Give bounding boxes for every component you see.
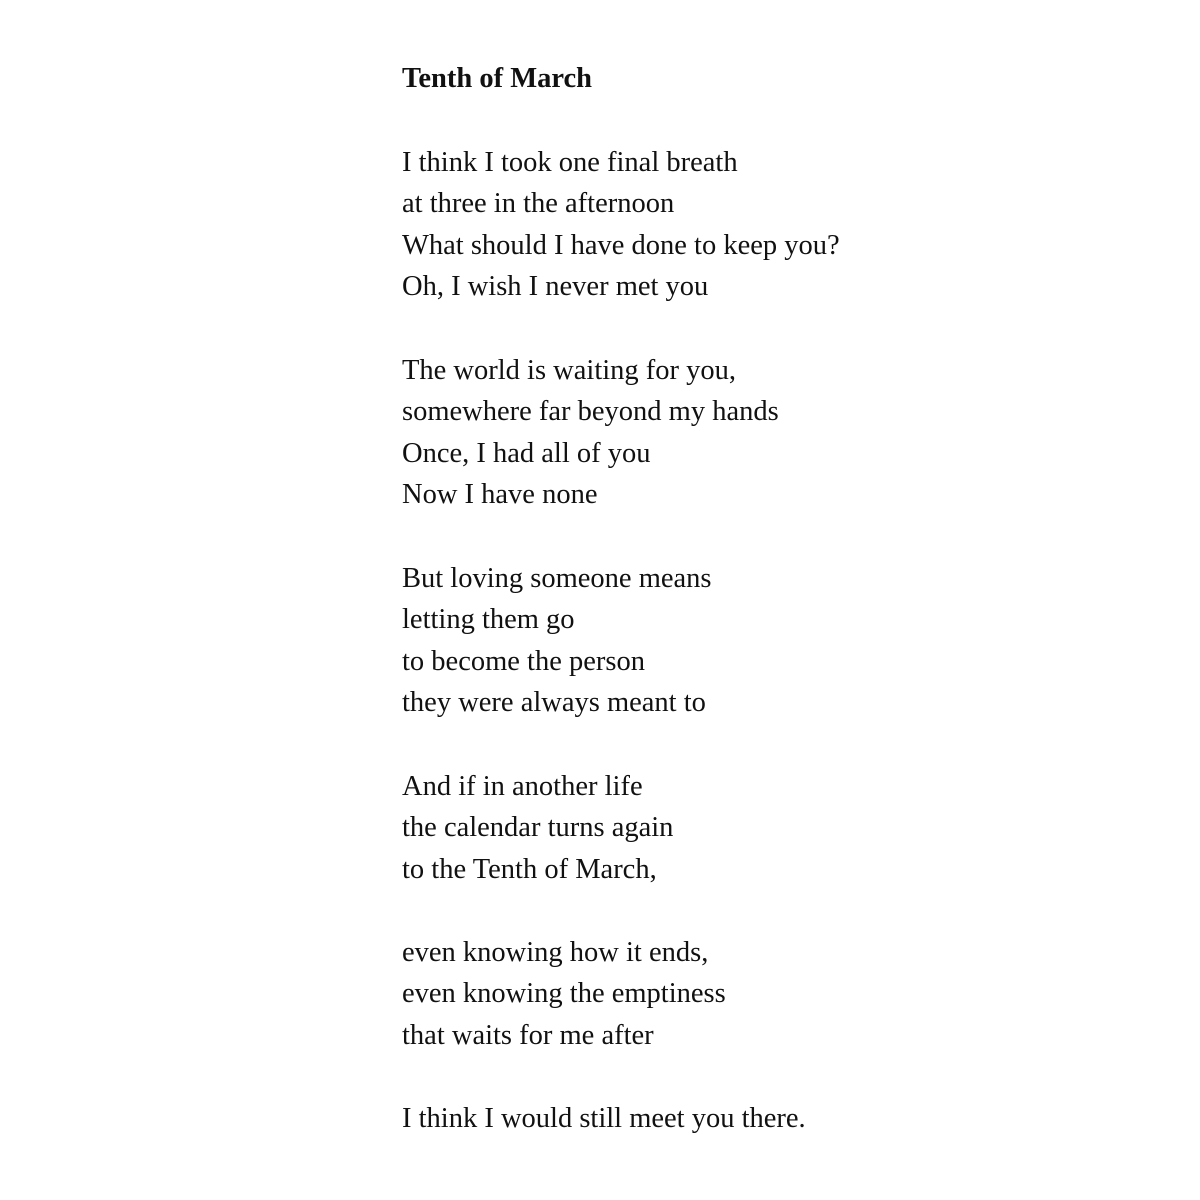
poem-line: they were always meant to [402, 687, 706, 719]
poem-line: to become the person [402, 645, 645, 677]
poem-title: Tenth of March [402, 63, 593, 94]
poem-line: even knowing how it ends, [402, 936, 709, 968]
poem-line: And if in another life [402, 770, 643, 802]
poem [402, 58, 1162, 1140]
stanza-5 [402, 932, 1162, 1057]
stanza-6 [402, 1098, 1162, 1140]
poem-line: letting them go [402, 604, 575, 636]
poem-line: But loving someone means [402, 562, 712, 594]
stanza-1 [402, 142, 1162, 308]
poem-line: at three in the afternoon [402, 188, 675, 220]
poem-line: What should I have done to keep you? [402, 229, 840, 261]
stanza-2 [402, 350, 1162, 516]
poem-line: I think I would still meet you there. [402, 1103, 806, 1135]
stanza-4 [402, 766, 1162, 891]
poem-line: to the Tenth of March, [402, 853, 657, 885]
poem-line: Now I have none [402, 479, 598, 511]
title-spacer [402, 100, 1162, 142]
poem-line: Once, I had all of you [402, 437, 651, 469]
poem-line: that waits for me after [402, 1020, 654, 1052]
poem-line: The world is waiting for you, [402, 354, 737, 386]
stanza-3 [402, 558, 1162, 724]
poem-line: even knowing the emptiness [402, 978, 726, 1010]
poem-line: the calendar turns again [402, 812, 674, 844]
poem-line: I think I took one final breath [402, 146, 738, 178]
poem-line: somewhere far beyond my hands [402, 396, 779, 428]
poem-line: Oh, I wish I never met you [402, 271, 709, 303]
